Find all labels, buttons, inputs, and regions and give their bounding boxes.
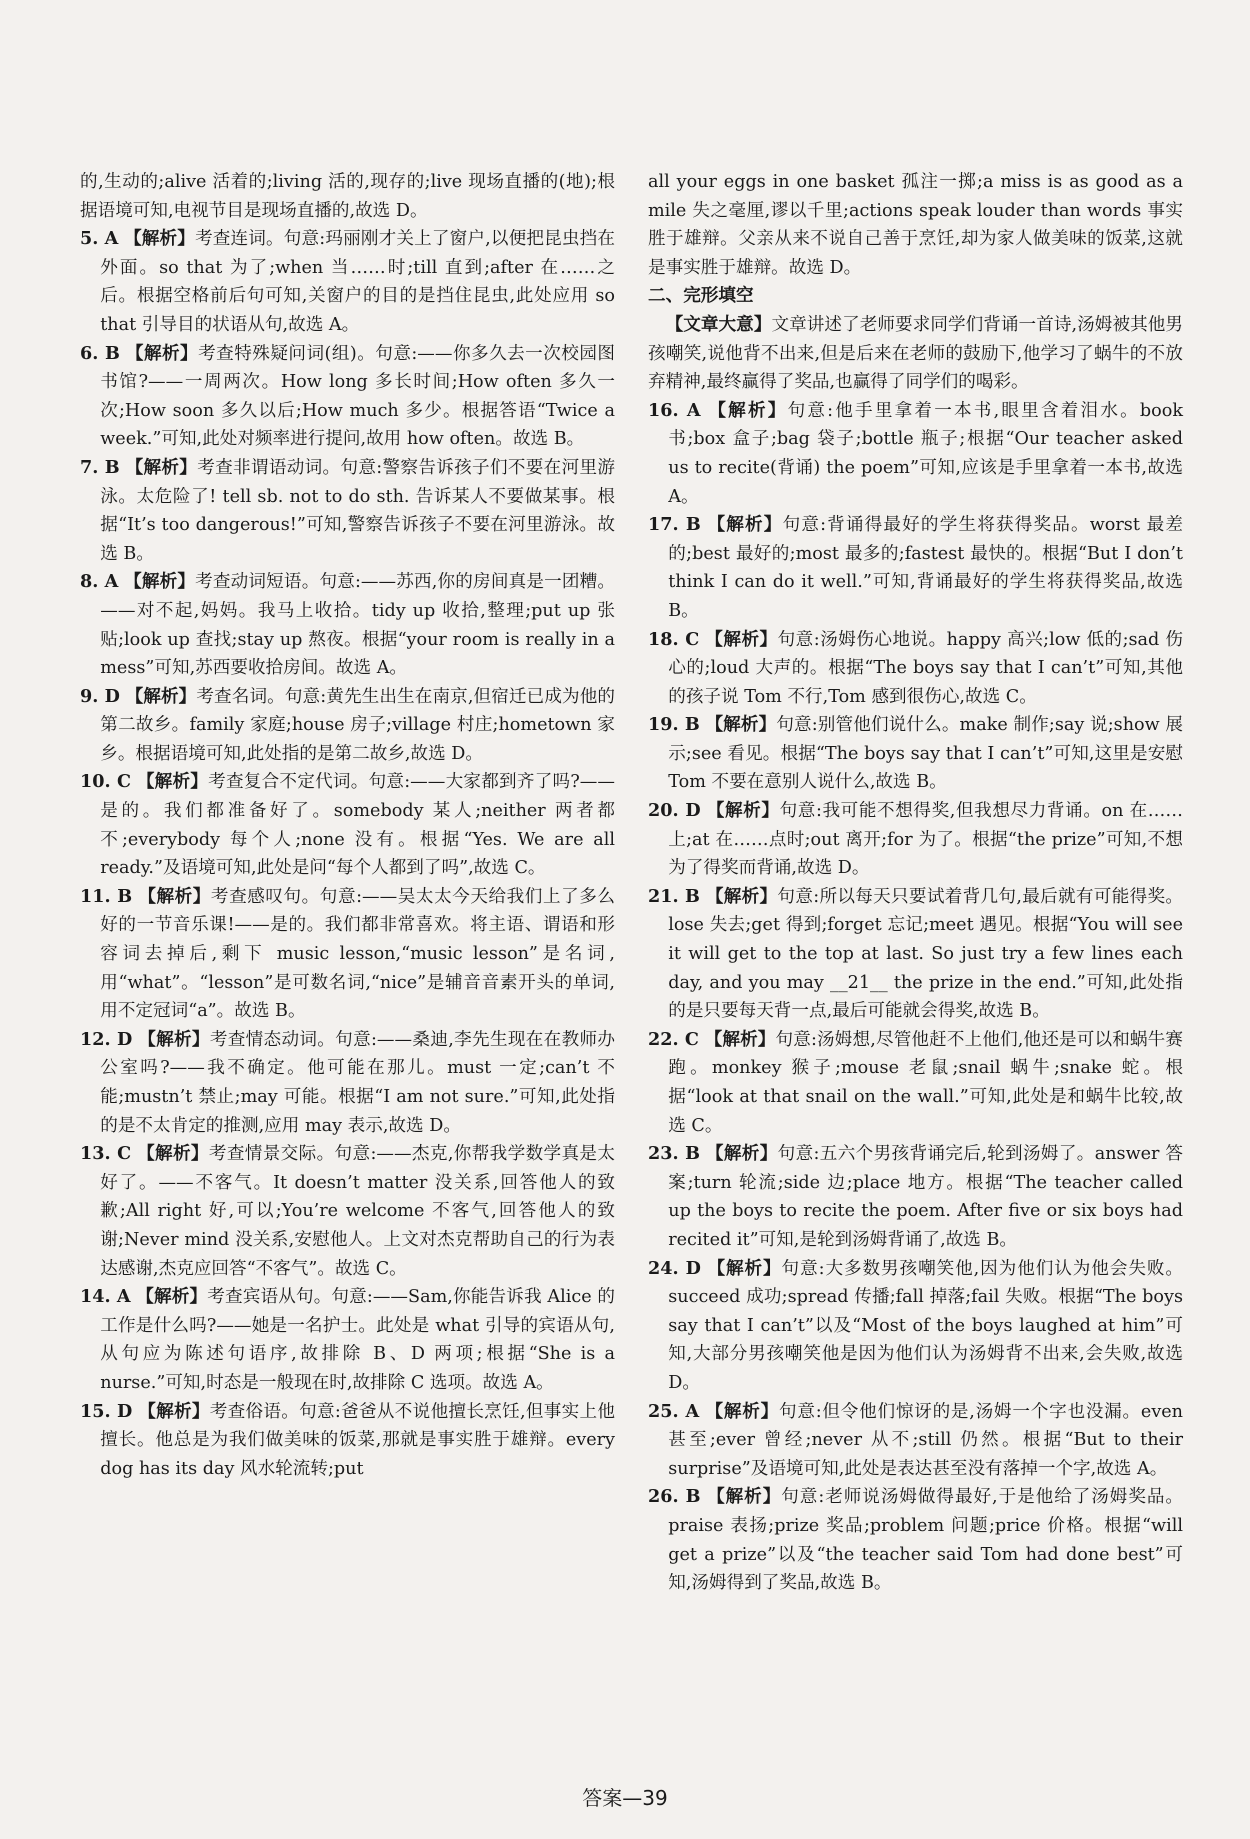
answer-item bbox=[648, 1483, 1183, 1597]
answer-number: 15. D bbox=[80, 1400, 133, 1422]
answer-number: 14. A bbox=[80, 1286, 131, 1308]
analysis-text: 句意:老师说汤姆做得最好,于是他给了汤姆奖品。praise 表扬;prize 奖品;problem 问题;price 价格。根据“will get a prize”以及“the teacher said Tom had done best”可知,汤姆得到了奖品,故选 B。 bbox=[668, 1487, 1184, 1594]
answer-number: 8. A bbox=[80, 571, 119, 593]
answer-number: 25. A bbox=[648, 1400, 700, 1422]
analysis-text: 考查特殊疑问词(组)。句意:——你多久去一次校园图书馆?——一周两次。How long 多长时间;How often 多久一次;How soon 多久以后;How much 多少。根据答语“Twice a week.”可知,此处对频率进行提问,故用 how often。故选 B。 bbox=[100, 343, 615, 450]
analysis-tag: 【解析】 bbox=[137, 1143, 209, 1165]
answer-item bbox=[648, 883, 1183, 1026]
article-summary bbox=[648, 311, 1183, 397]
analysis-text: 考查俗语。句意:爸爸从不说他擅长烹饪,但事实上他擅长。他总是为我们做美味的饭菜,那就是事实胜于雄辩。every dog has its day 风水轮流转;put bbox=[100, 1401, 615, 1479]
analysis-tag: 【解析】 bbox=[125, 456, 198, 478]
answer-item bbox=[80, 340, 615, 454]
analysis-tag: 【解析】 bbox=[705, 1143, 778, 1165]
answer-number: 11. B bbox=[80, 885, 133, 907]
answer-item bbox=[648, 626, 1183, 712]
analysis-tag: 【解析】 bbox=[705, 885, 778, 907]
answer-number: 16. A bbox=[648, 399, 701, 421]
answer-item bbox=[648, 1255, 1183, 1398]
answer-number: 21. B bbox=[648, 885, 700, 907]
analysis-text: 考查复合不定代词。句意:——大家都到齐了吗?——是的。我们都准备好了。somebody 某人;neither 两者都不;everybody 每个人;none 没有。根据“Yes. We are all ready.”及语境可知,此处是问“每个人都到了吗”,故选 C。 bbox=[100, 772, 615, 879]
analysis-text: 考查连词。句意:玛丽刚才关上了窗户,以便把昆虫挡在外面。so that 为了;when 当……时;till 直到;after 在……之后。根据空格前后句可知,关窗户的目的是挡住昆虫,此处应用 so that 引导目的状语从句,故选 A。 bbox=[100, 229, 615, 335]
analysis-text: 句意:汤姆想,尽管他赶不上他们,他还是可以和蜗牛赛跑。monkey 猴子;mouse 老鼠;snail 蜗牛;snake 蛇。根据“look at that snail on the wall.”可知,此处是和蜗牛比较,故选 C。 bbox=[668, 1029, 1183, 1136]
analysis-text: 句意:背诵得最好的学生将获得奖品。worst 最差的;best 最好的;most 最多的;fastest 最快的。根据“But I don’t think I can do it well.”可知,背诵最好的学生将获得奖品,故选 B。 bbox=[668, 515, 1183, 621]
analysis-text: 句意:大多数男孩嘲笑他,因为他们认为他会失败。succeed 成功;spread 传播;fall 掉落;fail 失败。根据“The boys say that I can’t”以及“Most of the boys laughed at him”可知,大部分男孩嘲笑他是因为他们认为汤姆背不出来,会失败,故选 D。 bbox=[668, 1258, 1183, 1393]
answer-item bbox=[80, 568, 615, 682]
summary-tag: 【文章大意】 bbox=[665, 313, 772, 335]
analysis-tag: 【解析】 bbox=[707, 514, 783, 536]
analysis-tag: 【解析】 bbox=[136, 1286, 208, 1308]
answer-item bbox=[80, 1398, 615, 1484]
analysis-tag: 【解析】 bbox=[124, 228, 196, 250]
answer-item bbox=[80, 883, 615, 1026]
answer-number: 10. C bbox=[80, 771, 131, 793]
analysis-text: 句意:汤姆伤心地说。happy 高兴;low 低的;sad 伤心的;loud 大声的。根据“The boys say that I can’t”可知,其他的孩子说 Tom 不行,Tom 感到很伤心,故选 C。 bbox=[668, 629, 1183, 707]
analysis-text: 考查动词短语。句意:——苏西,你的房间真是一团糟。——对不起,妈妈。我马上收拾。tidy up 收拾,整理;put up 张贴;look up 查找;stay up 熬夜。根据“your room is really in a mess”可知,苏西要收拾房间。故选 A。 bbox=[100, 572, 615, 679]
answer-number: 22. C bbox=[648, 1028, 699, 1050]
analysis-tag: 【解析】 bbox=[708, 399, 788, 421]
analysis-tag: 【解析】 bbox=[125, 342, 199, 364]
analysis-tag: 【解析】 bbox=[705, 628, 778, 650]
analysis-text: 句意:我可能不想得奖,但我想尽力背诵。on 在……上;at 在……点时;out 离开;for 为了。根据“the prize”可知,不想为了得奖而背诵,故选 D。 bbox=[668, 801, 1183, 879]
answer-number: 12. D bbox=[80, 1028, 133, 1050]
continued-text: all your eggs in one basket 孤注一掷;a miss is as good as a mile 失之毫厘,谬以千里;actions speak louder than words 事实胜于雄辩。父亲从来不说自己善于烹饪,却为家人做美味的饭菜,这就是事实胜于雄辩。故选 D。 bbox=[648, 172, 1183, 278]
answer-number: 26. B bbox=[648, 1486, 701, 1508]
answer-number: 18. C bbox=[648, 628, 700, 650]
answer-item bbox=[80, 768, 615, 882]
analysis-tag: 【解析】 bbox=[705, 1400, 779, 1422]
analysis-tag: 【解析】 bbox=[138, 1028, 210, 1050]
answer-number: 20. D bbox=[648, 800, 701, 822]
analysis-tag: 【解析】 bbox=[705, 714, 777, 736]
answer-number: 13. C bbox=[80, 1143, 132, 1165]
analysis-text: 句意:但令他们惊讶的是,汤姆一个字也没漏。even 甚至;ever 曾经;never 从不;still 仍然。根据“But to their surprise”及语境可知,此处是表达甚至没有落掉一个字,故选 A。 bbox=[668, 1401, 1183, 1479]
answer-item bbox=[80, 1026, 615, 1140]
continued-text: 的,生动的;alive 活着的;living 活的,现存的;live 现场直播的(地);根据语境可知,电视节目是现场直播的,故选 D。 bbox=[80, 172, 615, 221]
answer-item bbox=[648, 711, 1183, 797]
answer-number: 5. A bbox=[80, 228, 119, 250]
analysis-text: 句意:所以每天只要试着背几句,最后就有可能得奖。lose 失去;get 得到;forget 忘记;meet 遇见。根据“You will see it will get to the top at last. So just try a few lines each day, and you may __21__ the prize in the end.”可知,此处指的是只要每天背一点,最后可能就会得奖,故选 B。 bbox=[668, 886, 1183, 1022]
analysis-tag: 【解析】 bbox=[136, 771, 209, 793]
answer-item bbox=[648, 1026, 1183, 1140]
section-heading: 二、完形填空 bbox=[648, 286, 754, 307]
answer-item bbox=[80, 1140, 615, 1283]
answer-item bbox=[80, 454, 615, 568]
answer-item bbox=[80, 1283, 615, 1397]
answer-item bbox=[80, 225, 615, 339]
analysis-tag: 【解析】 bbox=[704, 1028, 776, 1050]
page-footer: 答案—39 bbox=[582, 1786, 668, 1810]
analysis-text: 考查感叹句。句意:——吴太太今天给我们上了多么好的一节音乐课!——是的。我们都非常喜欢。将主语、谓语和形容词去掉后,剩下 music lesson,“music lesson”是名词,用“what”。“lesson”是可数名词,“nice”是辅音音素开头的单词,用不定冠词“a”。故选 B。 bbox=[100, 886, 615, 1022]
analysis-tag: 【解析】 bbox=[138, 885, 211, 907]
answer-number: 9. D bbox=[80, 685, 120, 707]
analysis-text: 考查宾语从句。句意:——Sam,你能告诉我 Alice 的工作是什么吗?——她是一名护士。此处是 what 引导的宾语从句,从句应为陈述句语序,故排除 B、D 两项;根据“She is a nurse.”可知,时态是一般现在时,故排除 C 选项。故选 A。 bbox=[100, 1287, 615, 1393]
analysis-text: 句意:他手里拿着一本书,眼里含着泪水。book 书;box 盒子;bag 袋子;bottle 瓶子;根据“Our teacher asked us to recite(背诵) the poem”可知,应该是手里拿着一本书,故选 A。 bbox=[668, 400, 1184, 507]
analysis-tag: 【解析】 bbox=[124, 571, 196, 593]
answer-number: 17. B bbox=[648, 514, 701, 536]
analysis-text: 考查情态动词。句意:——桑迪,李先生现在在教师办公室吗?——我不确定。他可能在那儿。must 一定;can’t 不能;mustn’t 禁止;may 可能。根据“I am not sure.”可知,此处指的是不太肯定的推测,应用 may 表示,故选 D。 bbox=[100, 1029, 615, 1136]
analysis-tag: 【解析】 bbox=[125, 685, 197, 707]
analysis-text: 考查情景交际。句意:——杰克,你帮我学数学真是太好了。——不客气。It doesn’t matter 没关系,回答他人的致歉;All right 好,可以;You’re welcome 不客气,回答他人的致谢;Never mind 没关系,安慰他人。上文对杰克帮助自己的行为表达感谢,杰克应回答“不客气”。故选 C。 bbox=[100, 1144, 615, 1279]
summary-text: 文章讲述了老师要求同学们背诵一首诗,汤姆被其他男孩嘲笑,说他背不出来,但是后来在老师的鼓励下,他学习了蜗牛的不放弃精神,最终赢得了奖品,也赢得了同学们的喝彩。 bbox=[648, 314, 1183, 393]
answer-number: 6. B bbox=[80, 342, 120, 364]
analysis-text: 考查名词。句意:黄先生出生在南京,但宿迁已成为他的第二故乡。family 家庭;house 房子;village 村庄;hometown 家乡。根据语境可知,此处指的是第二故乡,故选 D。 bbox=[100, 686, 616, 764]
analysis-tag: 【解析】 bbox=[707, 1486, 782, 1508]
answer-item bbox=[80, 683, 615, 769]
answer-number: 19. B bbox=[648, 714, 700, 736]
answer-item bbox=[648, 1140, 1183, 1254]
answer-number: 7. B bbox=[80, 456, 120, 478]
left-column bbox=[80, 168, 615, 1483]
answer-item bbox=[648, 511, 1183, 625]
answer-item bbox=[648, 1398, 1183, 1484]
analysis-tag: 【解析】 bbox=[138, 1400, 210, 1422]
analysis-tag: 【解析】 bbox=[707, 1257, 782, 1279]
answer-number: 24. D bbox=[648, 1257, 701, 1279]
answer-number: 23. B bbox=[648, 1143, 700, 1165]
analysis-text: 句意:别管他们说什么。make 制作;say 说;show 展示;see 看见。根据“The boys say that I can’t”可知,这里是安慰 Tom 不要在意别人说什么,故选 B。 bbox=[668, 715, 1183, 793]
right-column bbox=[648, 168, 1183, 1598]
analysis-tag: 【解析】 bbox=[706, 800, 780, 822]
analysis-text: 考查非谓语动词。句意:警察告诉孩子们不要在河里游泳。太危险了! tell sb. not to do sth. 告诉某人不要做某事。根据“It’s too dangerous!”可知,警察告诉孩子不要在河里游泳。故选 B。 bbox=[100, 457, 615, 564]
answer-item bbox=[648, 397, 1183, 511]
answer-item bbox=[648, 797, 1183, 883]
analysis-text: 句意:五六个男孩背诵完后,轮到汤姆了。answer 答案;turn 轮流;side 边;place 地方。根据“The teacher called up the boys to recite the poem. After five or six boys had recited it”可知,是轮到汤姆背诵了,故选 B。 bbox=[668, 1144, 1183, 1250]
